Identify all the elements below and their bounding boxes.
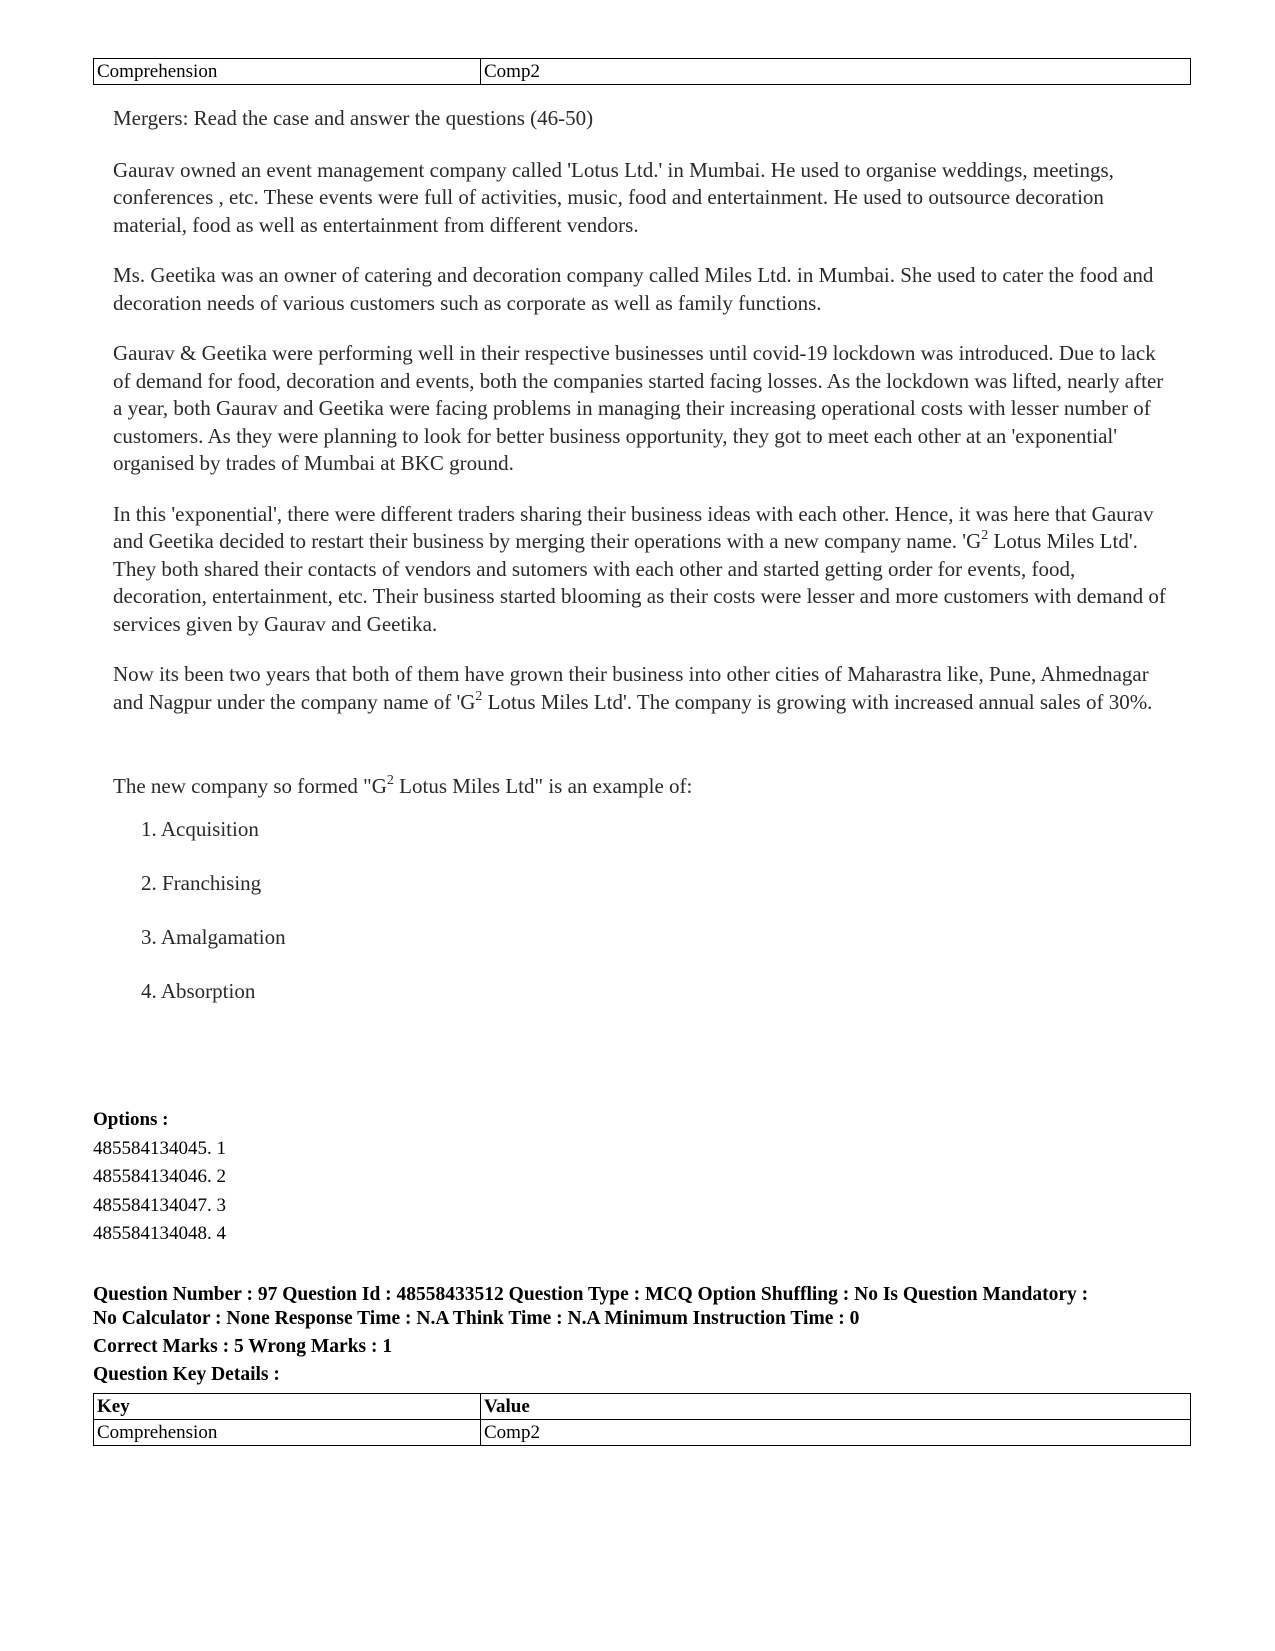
passage-paragraph-2: Ms. Geetika was an owner of catering and decoration company called Miles Ltd. in Mumbai. She used to cater the food and decoration needs of various customers such as corporate as well as family functions. [113, 263, 1154, 315]
option-item: 485584134047. 3 [93, 1194, 226, 1216]
choice-list [113, 815, 1173, 1005]
text-run: Lotus Miles Ltd'. The company is growing with increased annual sales of 30%. [482, 689, 1153, 714]
option-item: 485584134045. 1 [93, 1137, 226, 1159]
passage-scan [113, 105, 1173, 1031]
table-cell-key: Comprehension [94, 59, 481, 85]
table-row [94, 59, 1191, 85]
options-label: Options : [93, 1109, 169, 1130]
table-cell-value: Comp2 [481, 1420, 1191, 1446]
superscript: 2 [386, 773, 394, 788]
option-item: 485584134048. 4 [93, 1223, 226, 1244]
question-meta [93, 1283, 1203, 1387]
text-run: Now its been two years that both of them have grown their business into other cities of Maharastra like, Pune, Ahmednagar and Nagpur under the company name of 'G [113, 662, 1149, 714]
text-run: In this 'exponential', there were different traders sharing their business ideas with each other. Hence, it was here that Gaurav and Geetika decided to restart their business by merging their operations with a new company name. 'G [113, 501, 1154, 553]
passage-paragraph-4 [113, 501, 1173, 639]
passage-paragraph-1: Gaurav owned an event management company called 'Lotus Ltd.' in Mumbai. He used to organise weddings, meetings, conferences , etc. These events were full of activities, music, food and entertainment. He used to outsource decoration material, food as well as entertainment from different vendors. [113, 157, 1114, 237]
table-cell-key: Comprehension [94, 1420, 481, 1446]
table-header-key: Key [94, 1394, 481, 1420]
table-header-row [94, 1394, 1191, 1420]
text-run: Lotus Miles Ltd'. They both shared their contacts of vendors and sutomers with each other and started getting order for events, food, decoration, entertainment, etc. Their business started blooming as their costs were lesser and more customers with demand of services given by Gaurav and Geetika. [113, 529, 1166, 636]
option-item: 485584134046. 2 [93, 1166, 226, 1187]
table-row [94, 1420, 1191, 1446]
bottom-key-value-table [93, 1393, 1191, 1446]
meta-line: Correct Marks : 5 Wrong Marks : 1 [93, 1336, 393, 1357]
meta-line: Question Key Details : [93, 1364, 280, 1385]
passage-paragraph-3: Gaurav & Geetika were performing well in their respective businesses until covid-19 lockdown was introduced. Due to lack of demand for food, decoration and events, both the companies started facing losses. As the lockdown was lifted, nearly after a year, both Gaurav and Geetika were facing problems in managing their increasing operational costs with lesser number of customers. As they were planning to look for better business opportunity, they got to meet each other at an 'exponential' organised by trades of Mumbai at BKC ground. [113, 341, 1164, 475]
choice-item: 4. Absorption [141, 978, 256, 1003]
passage-title: Mergers: Read the case and answer the questions (46-50) [113, 106, 594, 130]
choice-item: 3. Amalgamation [141, 924, 286, 949]
top-key-value-table [93, 58, 1191, 85]
superscript: 2 [981, 528, 989, 543]
text-run: The new company so formed "G [113, 774, 387, 798]
superscript: 2 [475, 688, 483, 704]
meta-line: Question Number : 97 Question Id : 48558433512 Question Type : MCQ Option Shuffling : No Is Question Mandatory : [93, 1284, 1089, 1305]
choice-item: 2. Franchising [141, 870, 262, 895]
question-text [113, 773, 1173, 801]
meta-line: No Calculator : None Response Time : N.A Think Time : N.A Minimum Instruction Time : 0 [93, 1308, 860, 1329]
passage-paragraph-5 [113, 661, 1173, 716]
options-block [93, 1106, 226, 1249]
choice-item: 1. Acquisition [141, 816, 259, 841]
table-header-value: Value [481, 1394, 1191, 1420]
table-cell-value: Comp2 [481, 59, 1191, 85]
text-run: Lotus Miles Ltd" is an example of: [393, 774, 693, 798]
